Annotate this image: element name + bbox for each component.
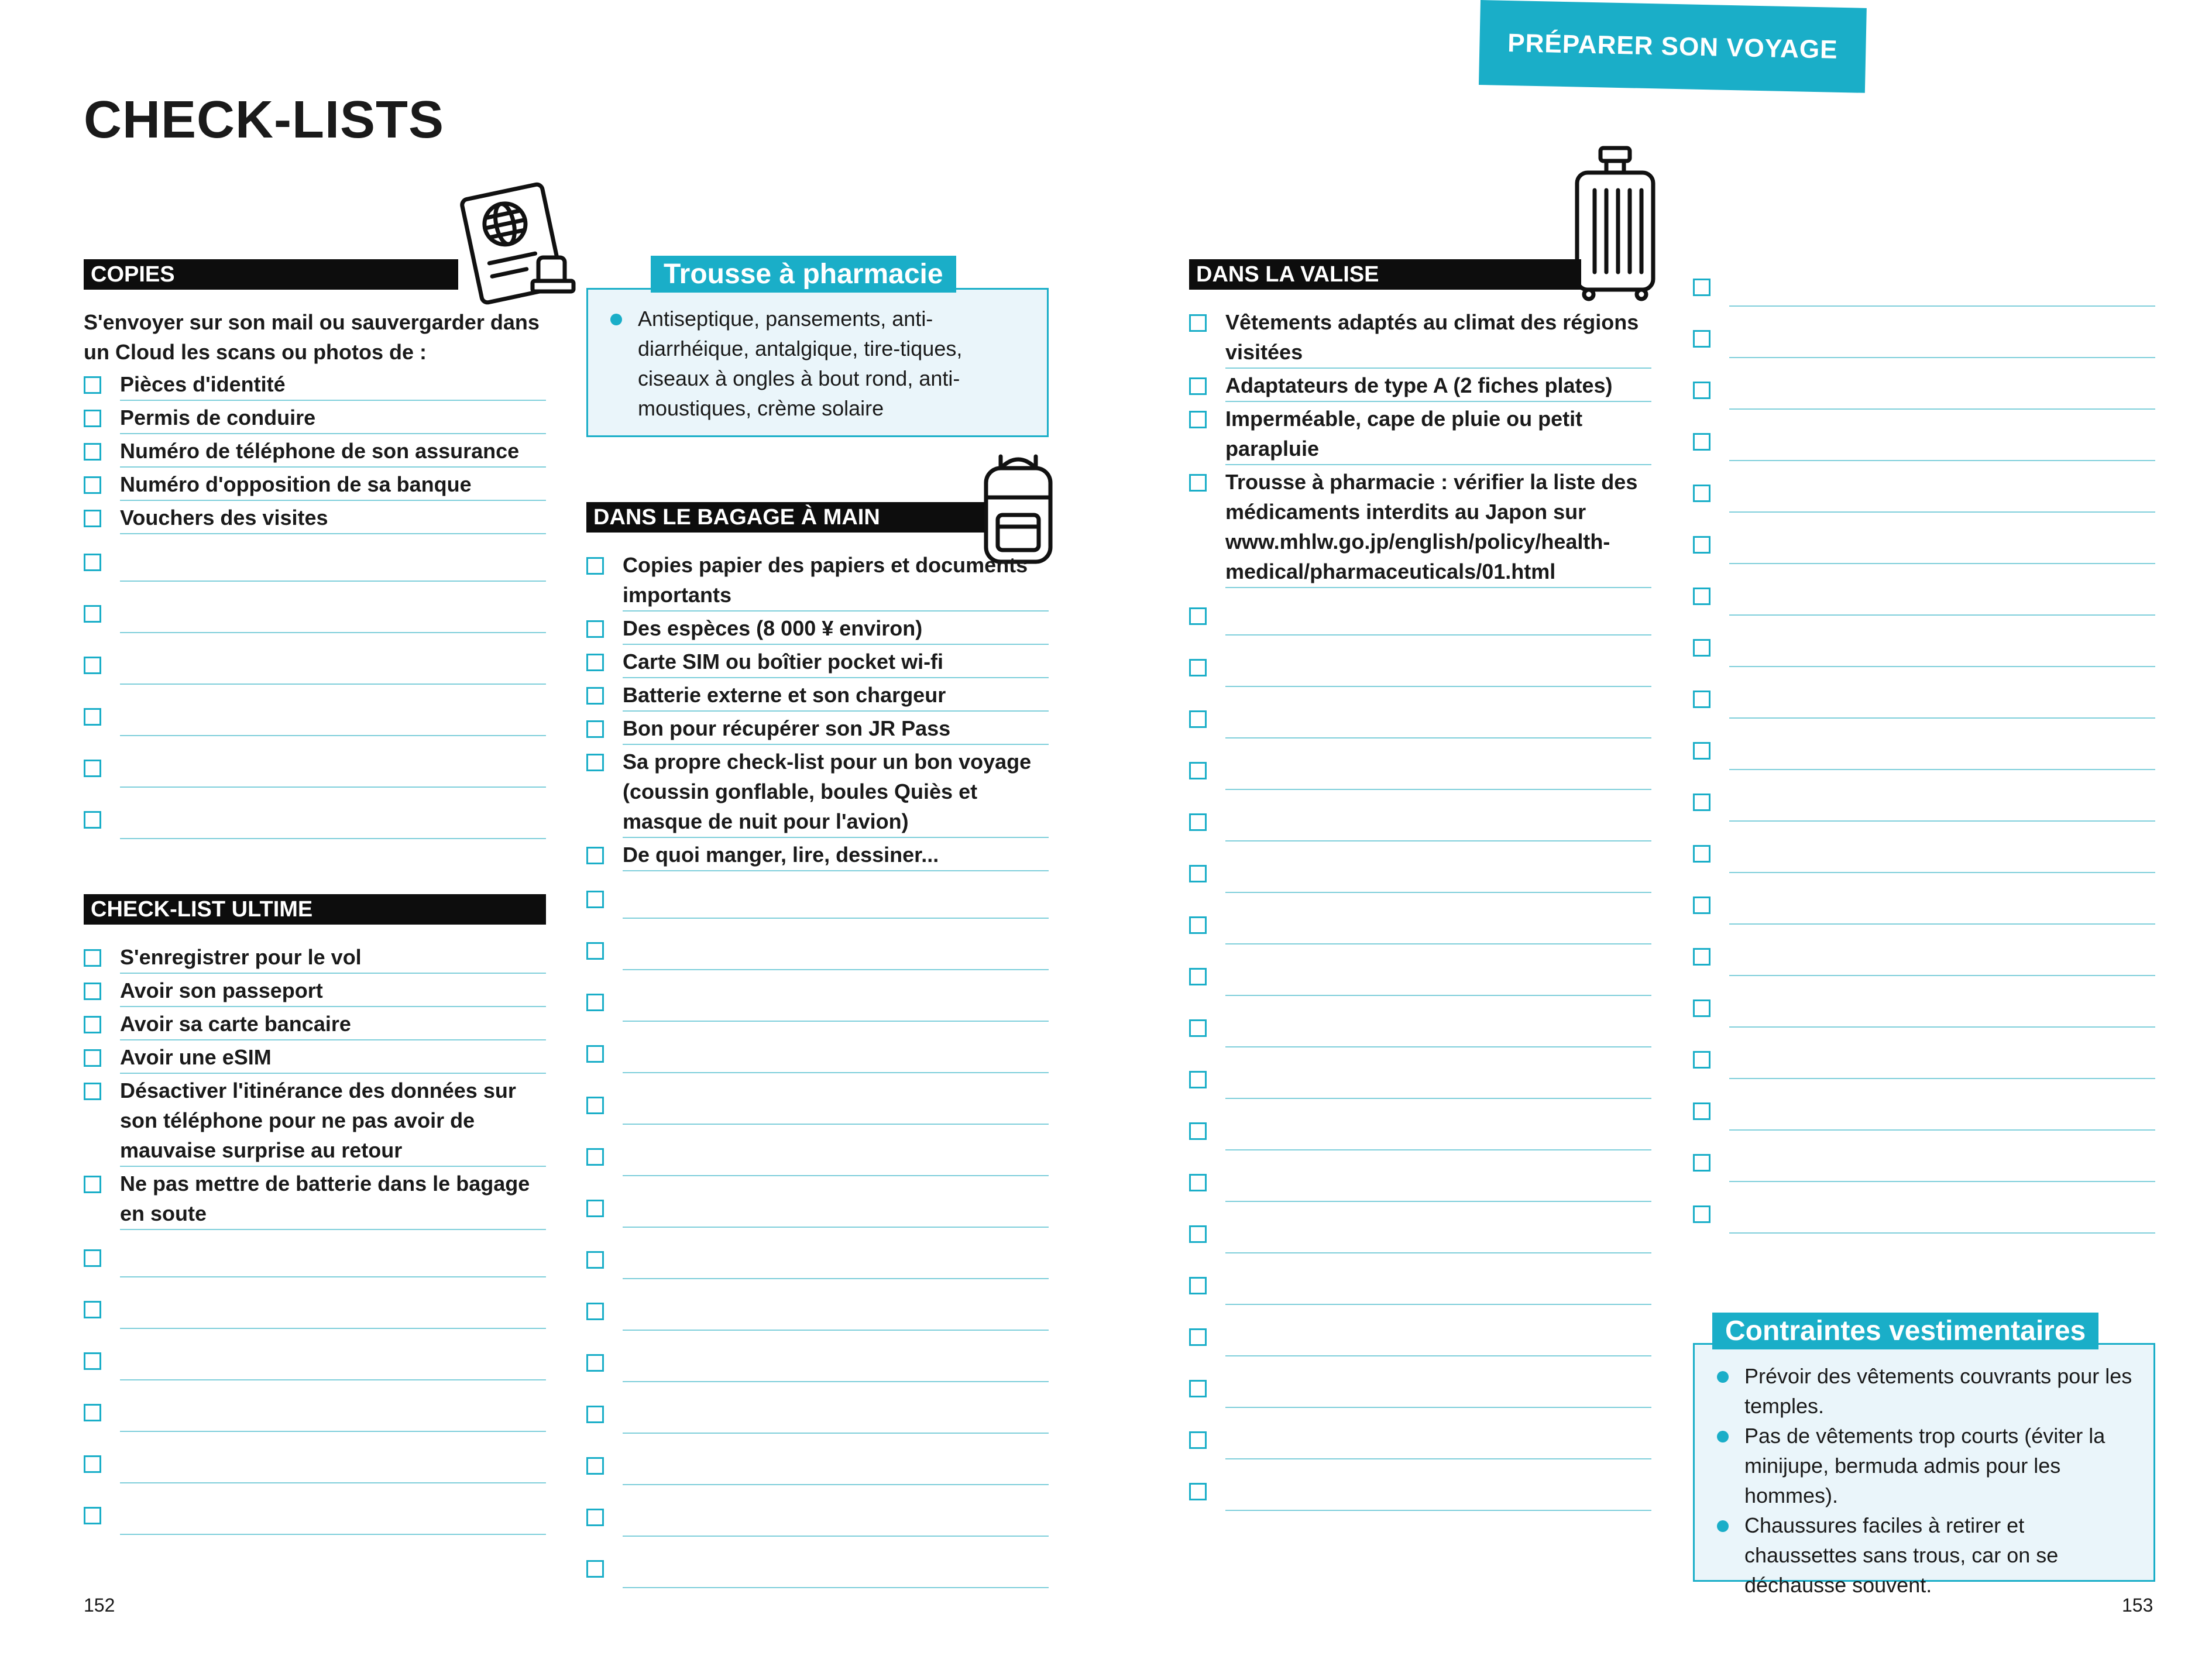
- list-item[interactable]: Avoir sa carte bancaire: [84, 1009, 546, 1039]
- valise-section: [1189, 259, 1651, 1513]
- blank-entry[interactable]: [84, 1331, 546, 1383]
- blank-entry[interactable]: [586, 1230, 1049, 1282]
- bagage-section: [586, 502, 1049, 1591]
- blank-entry[interactable]: [1189, 1204, 1651, 1256]
- blank-entry[interactable]: [586, 1127, 1049, 1179]
- checkbox[interactable]: [84, 1083, 101, 1100]
- blank-entry[interactable]: [1189, 895, 1651, 947]
- blank-entry[interactable]: [586, 1539, 1049, 1591]
- blank-entry[interactable]: [1693, 927, 2155, 978]
- blank-entry[interactable]: [84, 739, 546, 790]
- checkbox[interactable]: [586, 687, 604, 705]
- blank-entry[interactable]: [1693, 1081, 2155, 1133]
- blank-entry[interactable]: [586, 1024, 1049, 1076]
- checkbox[interactable]: [1189, 411, 1207, 428]
- blank-entry[interactable]: [1189, 1256, 1651, 1307]
- list-item[interactable]: Permis de conduire: [84, 403, 546, 432]
- section-tab: PRÉPARER SON VOYAGE: [1479, 0, 1867, 93]
- list-item[interactable]: Désactiver l'itinérance des données sur son téléphone pour ne pas avoir de mauvaise surprise au retour: [84, 1076, 546, 1165]
- blank-entry[interactable]: [1693, 772, 2155, 824]
- checkbox[interactable]: [84, 476, 101, 494]
- checkbox[interactable]: [1189, 377, 1207, 395]
- blank-entry[interactable]: [1693, 309, 2155, 360]
- checkbox[interactable]: [84, 983, 101, 1000]
- checkbox[interactable]: [586, 620, 604, 638]
- contraintes-item: Pas de vêtements trop courts (éviter la minijupe, bermuda admis pour les hommes).: [1695, 1421, 2136, 1510]
- page-number-right: 153: [2122, 1595, 2153, 1616]
- checkbox[interactable]: [84, 1049, 101, 1067]
- blank-entry[interactable]: [1189, 586, 1651, 638]
- checkbox[interactable]: [84, 510, 101, 527]
- blank-entry[interactable]: [1189, 689, 1651, 741]
- blank-entry[interactable]: [586, 921, 1049, 973]
- list-item[interactable]: S'enregistrer pour le vol: [84, 942, 546, 972]
- blank-entry[interactable]: [84, 1280, 546, 1331]
- page-title: CHECK-LISTS: [84, 91, 444, 149]
- blank-entry[interactable]: [586, 973, 1049, 1024]
- pharmacie-title: Trousse à pharmacie: [651, 256, 956, 293]
- list-item[interactable]: Ne pas mettre de batterie dans le bagage en soute: [84, 1169, 546, 1228]
- blank-entry[interactable]: [1693, 875, 2155, 927]
- blank-entry[interactable]: [84, 687, 546, 739]
- blank-entry[interactable]: [1189, 1410, 1651, 1462]
- checkbox[interactable]: [1189, 314, 1207, 332]
- blank-entry[interactable]: [84, 1434, 546, 1486]
- blank-entry[interactable]: [1693, 1133, 2155, 1184]
- blank-entry[interactable]: [1189, 741, 1651, 792]
- blank-entry[interactable]: [1693, 515, 2155, 566]
- pharmacie-text: Antiseptique, pansements, anti-diarrhéique, antalgique, tire-tiques, ciseaux à ongles à bout rond, anti-moustiques, crème solaire: [588, 304, 1047, 423]
- blank-entry[interactable]: [586, 1179, 1049, 1230]
- blank-entry[interactable]: [84, 533, 546, 584]
- checkbox[interactable]: [84, 376, 101, 394]
- blank-entry[interactable]: [586, 1282, 1049, 1333]
- list-item[interactable]: Des espèces (8 000 ¥ environ): [586, 613, 1049, 643]
- list-item[interactable]: Adaptateurs de type A (2 fiches plates): [1189, 370, 1651, 400]
- contraintes-box: [1693, 1343, 2155, 1597]
- list-item[interactable]: Vouchers des visites: [84, 503, 546, 533]
- list-item[interactable]: Copies papier des papiers et documents importants: [586, 550, 1049, 610]
- contraintes-item: Chaussures faciles à retirer et chaussettes sans trous, car on se déchausse souvent.: [1695, 1510, 2136, 1600]
- notes-column: [1693, 257, 2155, 1236]
- page-number-left: 152: [84, 1595, 115, 1616]
- copies-header: COPIES: [84, 259, 458, 290]
- list-item[interactable]: Vêtements adaptés au climat des régions visitées: [1189, 307, 1651, 367]
- blank-entry[interactable]: [1693, 618, 2155, 669]
- list-item[interactable]: Trousse à pharmacie : vérifier la liste des médicaments interdits au Japon sur www.mhlw.go.jp/english/policy/health-medical/pharmaceuticals/01.html: [1189, 467, 1651, 586]
- blank-entry[interactable]: [1693, 412, 2155, 463]
- checkbox[interactable]: [586, 754, 604, 771]
- list-item[interactable]: Avoir une eSIM: [84, 1042, 546, 1072]
- blank-entry[interactable]: [1189, 792, 1651, 844]
- blank-entry[interactable]: [1693, 1184, 2155, 1236]
- checkbox[interactable]: [586, 720, 604, 738]
- bagage-header: DANS LE BAGAGE À MAIN: [586, 502, 984, 533]
- blank-entry[interactable]: [586, 1333, 1049, 1385]
- blank-entry[interactable]: [1189, 947, 1651, 998]
- checkbox[interactable]: [84, 410, 101, 427]
- list-item[interactable]: Carte SIM ou boîtier pocket wi-fi: [586, 647, 1049, 676]
- blank-entry[interactable]: [1693, 360, 2155, 412]
- checkbox[interactable]: [586, 654, 604, 671]
- list-item[interactable]: Sa propre check-list pour un bon voyage (coussin gonflable, boules Quiès et masque de nuit pour l'avion): [586, 747, 1049, 836]
- checkbox[interactable]: [586, 847, 604, 864]
- checkbox[interactable]: [586, 557, 604, 575]
- blank-entry[interactable]: [84, 1228, 546, 1280]
- blank-entry[interactable]: [1693, 824, 2155, 875]
- checkbox[interactable]: [1189, 474, 1207, 492]
- ultime-header: CHECK-LIST ULTIME: [84, 894, 546, 925]
- blank-entry[interactable]: [1693, 978, 2155, 1030]
- blank-entry[interactable]: [1693, 721, 2155, 772]
- list-item[interactable]: Batterie externe et son chargeur: [586, 680, 1049, 710]
- checkbox[interactable]: [84, 443, 101, 461]
- blank-entry[interactable]: [586, 1488, 1049, 1539]
- blank-entry[interactable]: [586, 1076, 1049, 1127]
- blank-entry[interactable]: [1189, 1153, 1651, 1204]
- list-item[interactable]: Pièces d'identité: [84, 369, 546, 399]
- blank-entry[interactable]: [1189, 1101, 1651, 1153]
- list-item[interactable]: Numéro d'opposition de sa banque: [84, 469, 546, 499]
- blank-entry[interactable]: [1189, 1307, 1651, 1359]
- blank-entry[interactable]: [84, 636, 546, 687]
- blank-entry[interactable]: [1693, 257, 2155, 309]
- blank-entry[interactable]: [1189, 1462, 1651, 1513]
- pharmacie-box: [586, 288, 1049, 437]
- list-item[interactable]: Bon pour récupérer son JR Pass: [586, 713, 1049, 743]
- copies-section: [84, 259, 546, 841]
- copies-intro: S'envoyer sur son mail ou sauvergarder dans un Cloud les scans ou photos de :: [84, 310, 540, 364]
- blank-entry[interactable]: [1189, 998, 1651, 1050]
- list-item[interactable]: De quoi manger, lire, dessiner...: [586, 840, 1049, 870]
- contraintes-title: Contraintes vestimentaires: [1712, 1313, 2098, 1349]
- blank-entry[interactable]: [84, 790, 546, 841]
- blank-entry[interactable]: [586, 1436, 1049, 1488]
- blank-entry[interactable]: [1693, 669, 2155, 721]
- blank-entry[interactable]: [1189, 844, 1651, 895]
- blank-entry[interactable]: [1189, 1050, 1651, 1101]
- checkbox[interactable]: [84, 949, 101, 967]
- blank-entry[interactable]: [84, 584, 546, 636]
- checkbox[interactable]: [84, 1176, 101, 1193]
- blank-entry[interactable]: [84, 1383, 546, 1434]
- blank-entry[interactable]: [1693, 566, 2155, 618]
- blank-entry[interactable]: [1693, 463, 2155, 515]
- blank-entry[interactable]: [586, 1385, 1049, 1436]
- blank-entry[interactable]: [1693, 1030, 2155, 1081]
- blank-entry[interactable]: [1189, 638, 1651, 689]
- list-item[interactable]: Imperméable, cape de pluie ou petit parapluie: [1189, 404, 1651, 463]
- list-item[interactable]: Avoir son passeport: [84, 976, 546, 1005]
- valise-header: DANS LA VALISE: [1189, 259, 1581, 290]
- ultime-section: [84, 894, 546, 1537]
- blank-entry[interactable]: [586, 870, 1049, 921]
- blank-entry[interactable]: [84, 1486, 546, 1537]
- checkbox[interactable]: [84, 1016, 101, 1033]
- list-item[interactable]: Numéro de téléphone de son assurance: [84, 436, 546, 466]
- contraintes-item: Prévoir des vêtements couvrants pour les temples.: [1695, 1361, 2136, 1421]
- blank-entry[interactable]: [1189, 1359, 1651, 1410]
